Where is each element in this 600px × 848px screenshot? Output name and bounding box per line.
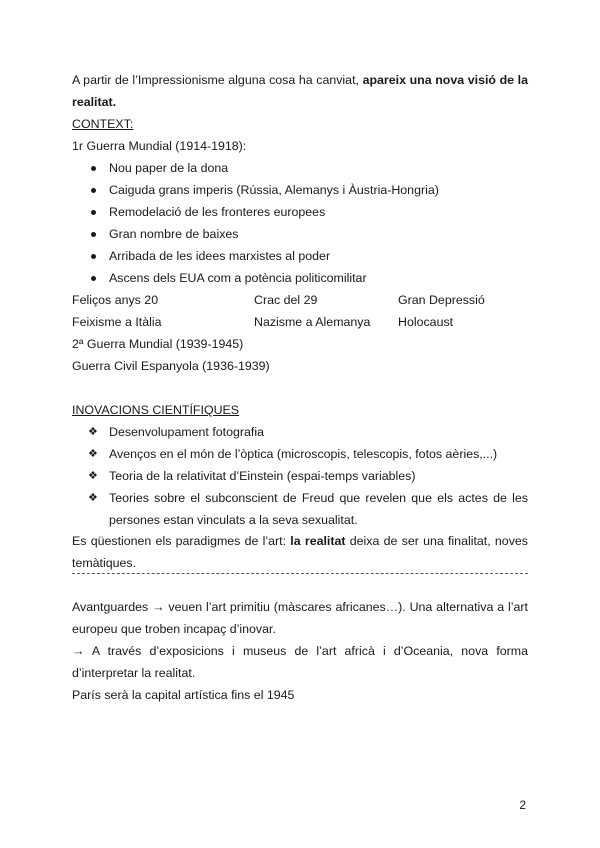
bullet-dot-icon <box>91 276 96 281</box>
context-row-2: Feixisme a Itàlia Nazisme a Alemanya Holocaust <box>72 315 454 329</box>
context-row-1: Feliços anys 20 Crac del 29 Gran Depressió <box>72 293 485 307</box>
diamond-bullet-icon: ❖ <box>88 448 98 460</box>
list-item: ❖ Avenços en el món de l’òptica (microscopis, telescopis, fotos aèries,...) <box>72 443 528 465</box>
intro-text: A partir de l’Impressionisme alguna cosa ha canviat, <box>72 73 359 87</box>
bullet-dot-icon <box>91 210 96 215</box>
list-item: Caiguda grans imperis (Rússia, Alemanys i Àustria-Hongria) <box>72 179 528 201</box>
list-item: ❖ Teories sobre el subconscient de Freud que revelen que els actes de les persones estan vinculats a la seva sexualitat. <box>72 487 528 531</box>
bullet-dot-icon <box>91 232 96 237</box>
intro-paragraph <box>72 69 528 113</box>
context-bullet-list <box>72 157 528 289</box>
innovations-heading: INOVACIONS CIENTÍFIQUES <box>72 403 240 417</box>
list-item: Ascens dels EUA com a potència politicomilitar <box>72 267 528 289</box>
diamond-bullet-icon: ❖ <box>88 470 98 482</box>
diamond-bullet-icon: ❖ <box>88 426 98 438</box>
diamond-bullet-icon: ❖ <box>88 492 98 504</box>
ww2-line: 2ª Guerra Mundial (1939-1945) <box>72 337 244 351</box>
bullet-dot-icon <box>91 188 96 193</box>
avant-paragraph-3: París serà la capital artística fins el 1945 <box>72 688 295 702</box>
paradigm-bold: la realitat <box>290 534 346 548</box>
dashed-separator <box>72 573 528 575</box>
bullet-dot-icon <box>91 166 96 171</box>
bullet-dot-icon <box>91 254 96 259</box>
ww1-title: 1r Guerra Mundial (1914-1918): <box>72 139 247 153</box>
list-item: Nou paper de la dona <box>72 157 528 179</box>
list-item: ❖ Desenvolupament fotografia <box>72 421 528 443</box>
avant-paragraph-1: Avantguardes → veuen l’art primitiu (màscares africanes…). Una alternativa a l’art europeu que troben incapaç d’inovar. <box>72 600 528 636</box>
avant-paragraph-2: → A través d’exposicions i museus de l’art africà i d’Oceania, nova forma d’interpretar la realitat. <box>72 644 528 680</box>
innovations-bullet-list <box>72 421 528 531</box>
paradigm-paragraph: Es qüestionen els paradigmes de l’art: la realitat deixa de ser una finalitat, noves temàtiques. <box>72 534 528 570</box>
context-heading: CONTEXT: <box>72 117 134 131</box>
list-item: Gran nombre de baixes <box>72 223 528 245</box>
intro-bold-text: apareix una nova visió de la realitat. <box>72 73 528 109</box>
list-item: Remodelació de les fronteres europees <box>72 201 528 223</box>
list-item: Arribada de les idees marxistes al poder <box>72 245 528 267</box>
civil-war-line: Guerra Civil Espanyola (1936-1939) <box>72 359 270 373</box>
page-number: 2 <box>519 798 526 812</box>
list-item: ❖ Teoria de la relativitat d’Einstein (espai-temps variables) <box>72 465 528 487</box>
